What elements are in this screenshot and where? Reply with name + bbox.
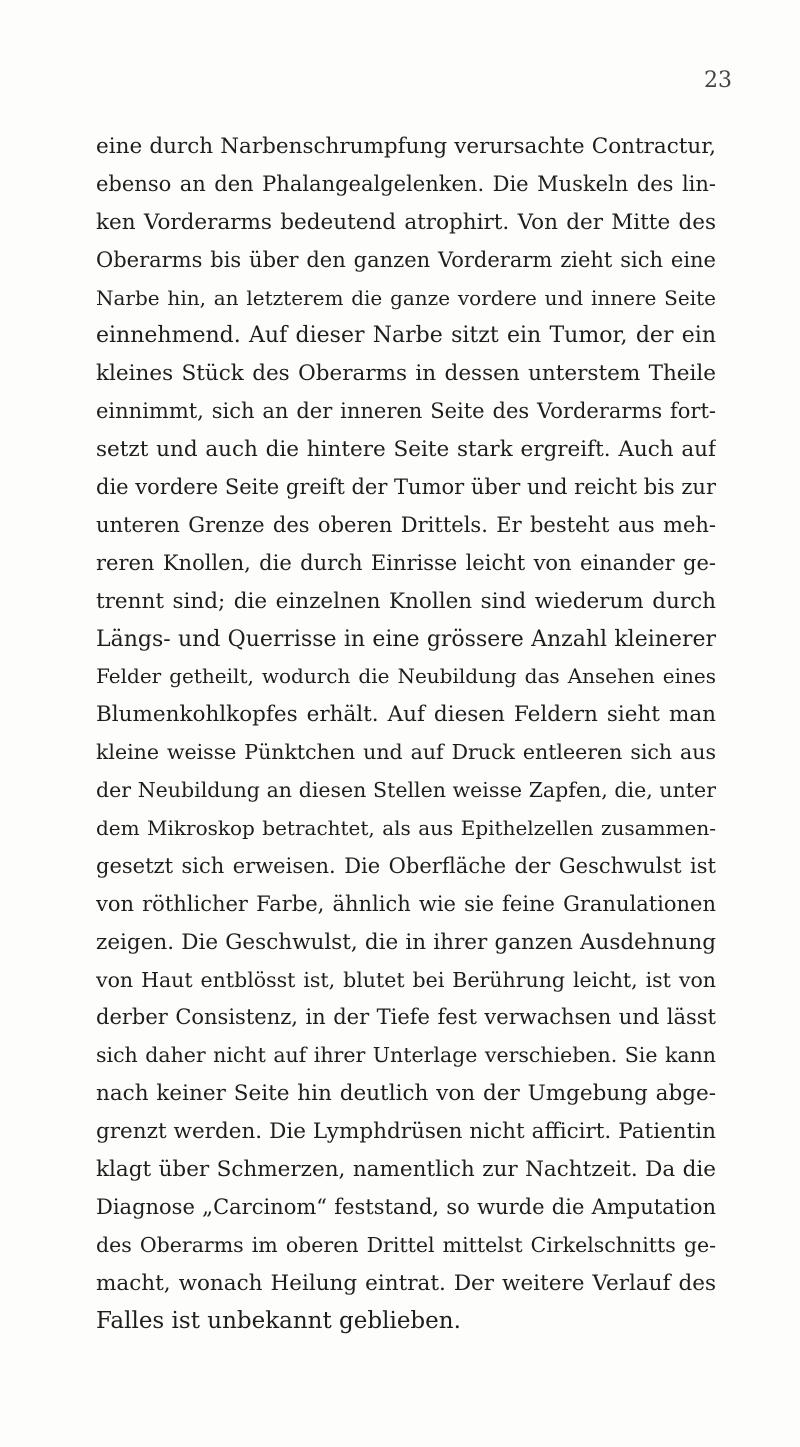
text-line: des Oberarms im oberen Drittel mittelst Cirkelschnitts ge-: [96, 1232, 716, 1257]
text-line: reren Knollen, die durch Einrisse leicht von einander ge-: [96, 550, 716, 575]
text-line: Falles ist unbekannt geblieben.: [96, 1307, 461, 1334]
text-line: klagt über Schmerzen, namentlich zur Nachtzeit. Da die: [96, 1157, 716, 1183]
text-line: gesetzt sich erweisen. Die Oberfläche der Geschwulst ist: [96, 853, 716, 878]
text-line: der Neubildung an diesen Stellen weisse Zapfen, die, unter: [96, 778, 716, 803]
text-line: kleines Stück des Oberarms in dessen unterstem Theile: [96, 361, 716, 387]
text-line: Diagnose „Carcinom“ feststand, so wurde die Amputation: [96, 1194, 716, 1219]
text-line: unteren Grenze des oberen Drittels. Er besteht aus meh-: [96, 512, 716, 537]
text-line: von Haut entblösst ist, blutet bei Berührung leicht, ist von: [96, 967, 716, 992]
text-line: zeigen. Die Geschwulst, die in ihrer ganzen Ausdehnung: [96, 929, 716, 955]
text-line: einnimmt, sich an der inneren Seite des Vorderarms fort-: [96, 399, 716, 424]
text-line: kleine weisse Pünktchen und auf Druck entleeren sich aus: [96, 740, 716, 765]
body-text: [96, 128, 716, 1341]
text-line: macht, wonach Heilung eintrat. Der weitere Verlauf des: [96, 1270, 716, 1296]
text-line: ebenso an den Phalangealgelenken. Die Muskeln des lin-: [96, 171, 716, 196]
text-line: einnehmend. Auf dieser Narbe sitzt ein Tumor, der ein: [96, 323, 716, 349]
text-line: derber Consistenz, in der Tiefe fest verwachsen und lässt: [96, 1005, 716, 1030]
text-line: Oberarms bis über den ganzen Vorderarm zieht sich eine: [96, 247, 716, 272]
text-line: ken Vorderarms bedeutend atrophirt. Von der Mitte des: [96, 209, 716, 235]
text-line: nach keiner Seite hin deutlich von der Umgebung abge-: [96, 1081, 716, 1107]
text-line: die vordere Seite greift der Tumor über und reicht bis zur: [96, 475, 716, 500]
page-number: 23: [704, 68, 732, 93]
text-line: Blumenkohlkopfes erhält. Auf diesen Feldern sieht man: [96, 702, 716, 728]
text-line: eine durch Narbenschrumpfung verursachte Contractur,: [96, 134, 716, 159]
text-line: von röthlicher Farbe, ähnlich wie sie feine Granulationen: [96, 891, 716, 916]
text-line: sich daher nicht auf ihrer Unterlage verschieben. Sie kann: [96, 1043, 716, 1068]
text-line: Narbe hin, an letzterem die ganze vordere und innere Seite: [96, 285, 716, 310]
text-line: Längs- und Querrisse in eine grössere Anzahl kleinerer: [96, 626, 716, 652]
text-line: grenzt werden. Die Lymphdrüsen nicht afficirt. Patientin: [96, 1119, 716, 1145]
text-line: dem Mikroskop betrachtet, als aus Epithelzellen zusammen-: [96, 816, 716, 841]
text-line: Felder getheilt, wodurch die Neubildung das Ansehen eines: [96, 664, 716, 689]
text-line: setzt und auch die hintere Seite stark ergreift. Auch auf: [96, 437, 716, 463]
text-line: trennt sind; die einzelnen Knollen sind wiederum durch: [96, 588, 716, 614]
